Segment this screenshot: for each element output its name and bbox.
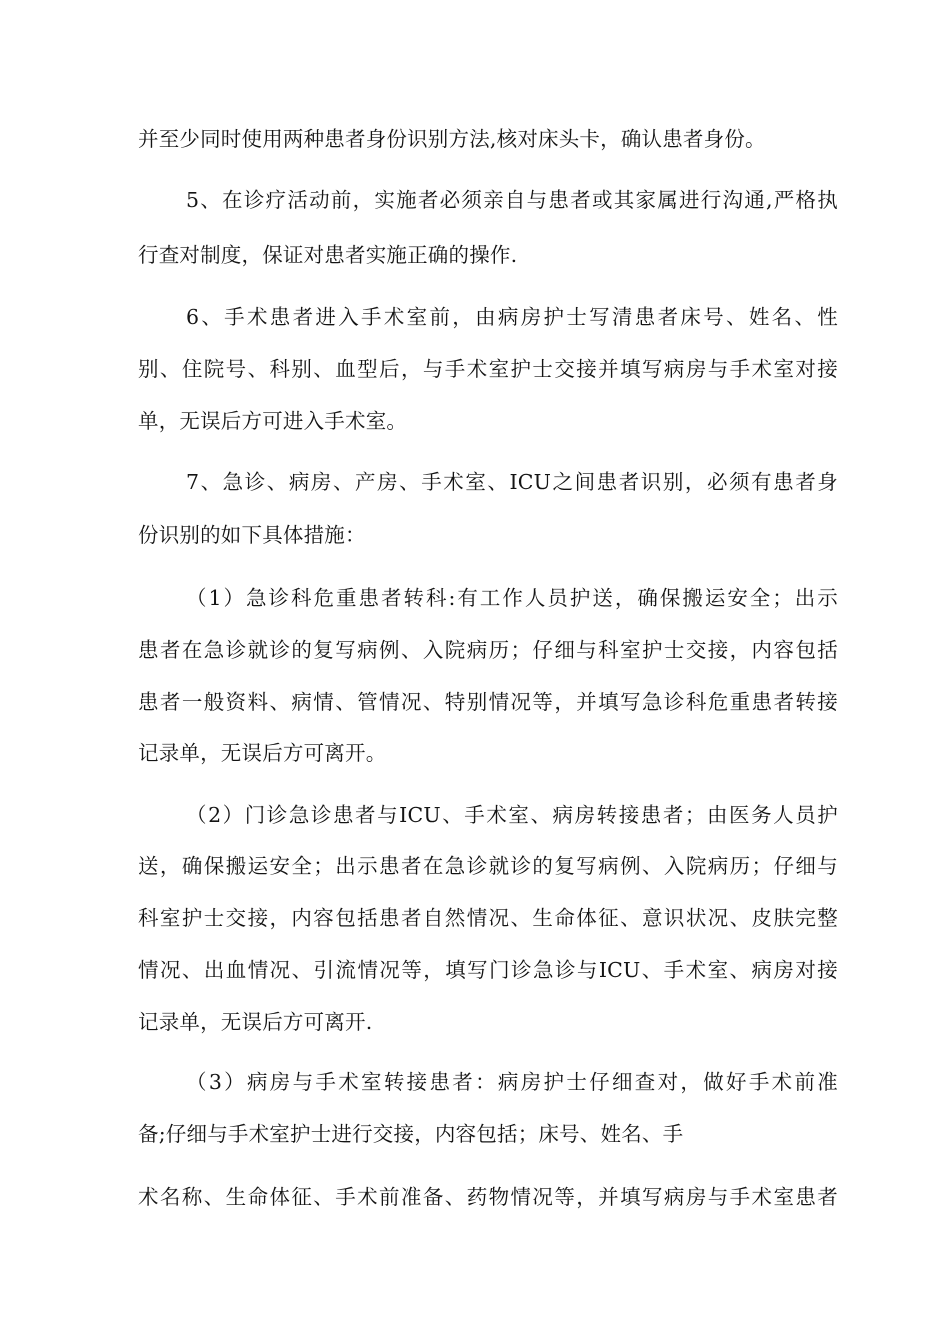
paragraph-5-line-1: 5、在诊疗活动前，实施者必须亲自与患者或其家属进行沟通,严格执 xyxy=(186,188,838,212)
item-2-line-4: 情况、出血情况、引流情况等，填写门诊急诊与ICU、手术室、病房对接 xyxy=(138,958,838,982)
paragraph-7-line-1: 7、急诊、病房、产房、手术室、ICU之间患者识别，必须有患者身 xyxy=(186,470,838,494)
item-1-line-4: 记录单，无误后方可离开。 xyxy=(138,741,387,765)
item-1-line-2: 患者在急诊就诊的复写病例、入院病历；仔细与科室护士交接，内容包括 xyxy=(138,638,838,662)
item-2-line-3: 科室护士交接，内容包括患者自然情况、生命体征、意识状况、皮肤完整 xyxy=(138,906,838,930)
text-line: 并至少同时使用两种患者身份识别方法,核对床头卡，确认患者身份。 xyxy=(138,127,766,151)
item-3-line-2: 备;仔细与手术室护士进行交接，内容包括；床号、姓名、手 xyxy=(138,1122,684,1146)
item-2-line-1: （2）门诊急诊患者与ICU、手术室、病房转接患者；由医务人员护 xyxy=(186,803,838,827)
item-1-line-3: 患者一般资料、病情、管情况、特别情况等，并填写急诊科危重患者转接 xyxy=(138,690,838,714)
item-2-line-2: 送，确保搬运安全；出示患者在急诊就诊的复写病例、入院病历；仔细与 xyxy=(138,854,838,878)
paragraph-5-line-2: 行查对制度，保证对患者实施正确的操作. xyxy=(138,243,518,267)
item-3-line-1: （3）病房与手术室转接患者：病房护士仔细查对，做好手术前准 xyxy=(186,1070,838,1094)
paragraph-6-line-2: 别、住院号、科别、血型后，与手术室护士交接并填写病房与手术室对接 xyxy=(138,357,838,381)
item-2-line-5: 记录单，无误后方可离开. xyxy=(138,1010,373,1034)
paragraph-7-line-2: 份识别的如下具体措施： xyxy=(138,523,366,547)
paragraph-6-line-1: 6、手术患者进入手术室前，由病房护士写清患者床号、姓名、性 xyxy=(186,305,838,329)
item-1-line-1: （1）急诊科危重患者转科:有工作人员护送，确保搬运安全；出示 xyxy=(186,586,838,610)
item-3-line-3: 术名称、生命体征、手术前准备、药物情况等，并填写病房与手术室患者 xyxy=(138,1185,838,1209)
paragraph-6-line-3: 单，无误后方可进入手术室。 xyxy=(138,409,408,433)
